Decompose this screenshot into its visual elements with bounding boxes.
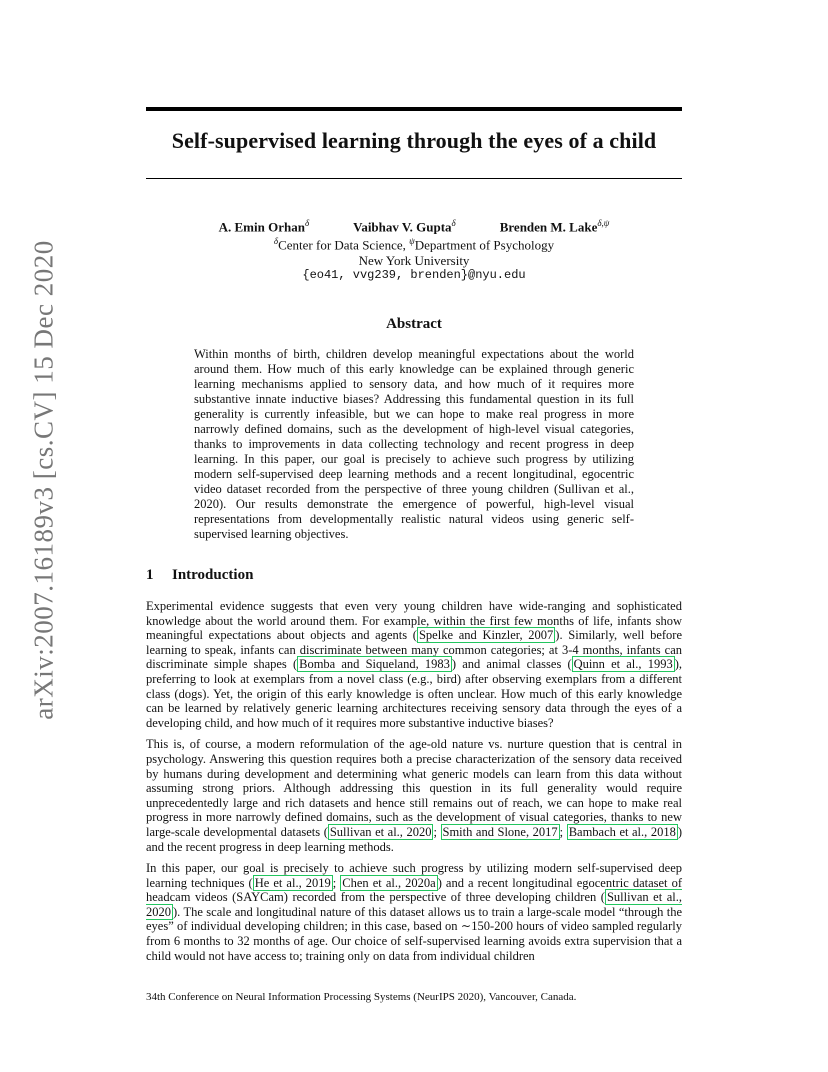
citation-link[interactable]: He et al., 2019 <box>254 875 331 890</box>
author: Vaibhav V. Gupta$^\delta$ <box>353 218 456 235</box>
paragraph: In this paper, our goal is precisely to achieve such progress by utilizing modern self-supervised deep learning techniques ( He et al., 2019 ; Chen et al., 2020a ) and a recent longitudinal egocentric dataset of headcam videos (SAYCam) recorded from the perspective of three developing children ( Sullivan et al., 2020 ). The scale and longitudinal nature of this dataset allows us to train a large-scale model “through the eyes” of individual developing children; in this case, based on ∼150-200 hours of video sampled regularly from 6 months to 32 months of age. Our choice of self-supervised learning avoids extra supervision that a child would not have access to; training only on data from individual children <box>146 861 682 963</box>
author: A. Emin Orhan$^\delta$ <box>218 218 310 235</box>
author-names <box>146 216 682 234</box>
citation-link[interactable]: Smith and Slone, 2017 <box>442 824 558 839</box>
abstract-text: Within months of birth, children develop meaningful expectations about the world around them. How much of this early knowledge can be explained through generic learning mechanisms applied to sensory data, and how much of it requires more substantive innate inductive biases? Addressing this fundamental question in its full generality is currently infeasible, but we can hope to make real progress in more narrowly defined domains, such as the development of high-level visual categories, thanks to improvements in data collecting technology and recent progress in deep learning. In this paper, our goal is precisely to achieve such progress by utilizing modern self-supervised deep learning methods and a recent longitudinal, egocentric video dataset recorded from the perspective of three young children (Sullivan et al., 2020). Our results demonstrate the emergence of powerful, high-level visual representations from developmentally realistic natural videos using generic self-supervised learning objectives. <box>194 347 634 541</box>
author-block <box>146 216 682 283</box>
section-title: Introduction <box>172 567 254 583</box>
citation-link[interactable]: Sullivan et al., 2020 <box>329 824 432 839</box>
body-text <box>146 599 682 970</box>
author: Brenden M. Lake$^{\delta,\psi}$ <box>499 218 610 235</box>
paragraph: This is, of course, a modern reformulation of the age-old nature vs. nurture question that is central in psychology. Answering this question requires both a precise characterization of the sensory data received by humans during development and determining what generic models can learn from this data without assuming strong priors. Although addressing this question in its full generality would require unprecedentedly large and rich datasets and hence still remains out of reach, we can hope to make real progress in more narrowly defined domains, such as the development of visual categories, thanks to new large-scale developmental datasets ( Sullivan et al., 2020 ; Smith and Slone, 2017 ; Bambach et al., 2018 ) and the recent progress in deep learning methods. <box>146 737 682 854</box>
affiliation-line: $^\delta$Center for Data Science, $^\psi$Department of Psychology <box>273 236 555 253</box>
title-bottom-rule <box>146 178 682 179</box>
abstract-heading: Abstract <box>386 316 442 332</box>
section-number: 1 <box>146 567 154 583</box>
conference-footer: 34th Conference on Neural Information Processing Systems (NeurIPS 2020), Vancouver, Canada. <box>146 991 577 1003</box>
arxiv-stamp: arXiv:2007.16189v3 [cs.CV] 15 Dec 2020 <box>28 240 59 720</box>
section-heading <box>146 567 253 584</box>
paper-title: Self-supervised learning through the eyes of a child <box>171 128 657 153</box>
citation-link[interactable]: Chen et al., 2020a <box>342 875 436 890</box>
paragraph: Experimental evidence suggests that even very young children have wide-ranging and sophisticated knowledge about the world around them. For example, within the first few months of life, infants show meaningful expectations about objects and agents ( Spelke and Kinzler, 2007 ). Similarly, well before learning to speak, infants can discriminate between many common categories; at 3-4 months, infants can discriminate simple shapes ( Bomba and Siqueland, 1983 ) and animal classes ( Quinn et al., 1993 ), preferring to look at exemplars from a novel class (e.g., bird) after observing exemplars from a different class (dogs). Yet, the origin of this early knowledge is often unclear. How much of this early knowledge can be learned by relatively generic learning architectures receiving sensory data through the eyes of a developing child, and how much of it requires more substantive inductive biases? <box>146 599 682 730</box>
citation-link[interactable]: Spelke and Kinzler, 2007 <box>418 628 554 643</box>
citation-link[interactable]: Bomba and Siqueland, 1983 <box>299 657 450 672</box>
citation-link[interactable]: Sullivan et al., 2020 <box>146 890 682 919</box>
title-top-rule <box>146 107 682 111</box>
arxiv-sidebar <box>0 0 80 1072</box>
affiliation-university: New York University <box>358 252 470 268</box>
citation-link[interactable]: Bambach et al., 2018 <box>568 824 676 839</box>
author-emails: {eo41, vvg239, brenden}@nyu.edu <box>302 267 526 282</box>
citation-link[interactable]: Quinn et al., 1993 <box>573 657 673 672</box>
